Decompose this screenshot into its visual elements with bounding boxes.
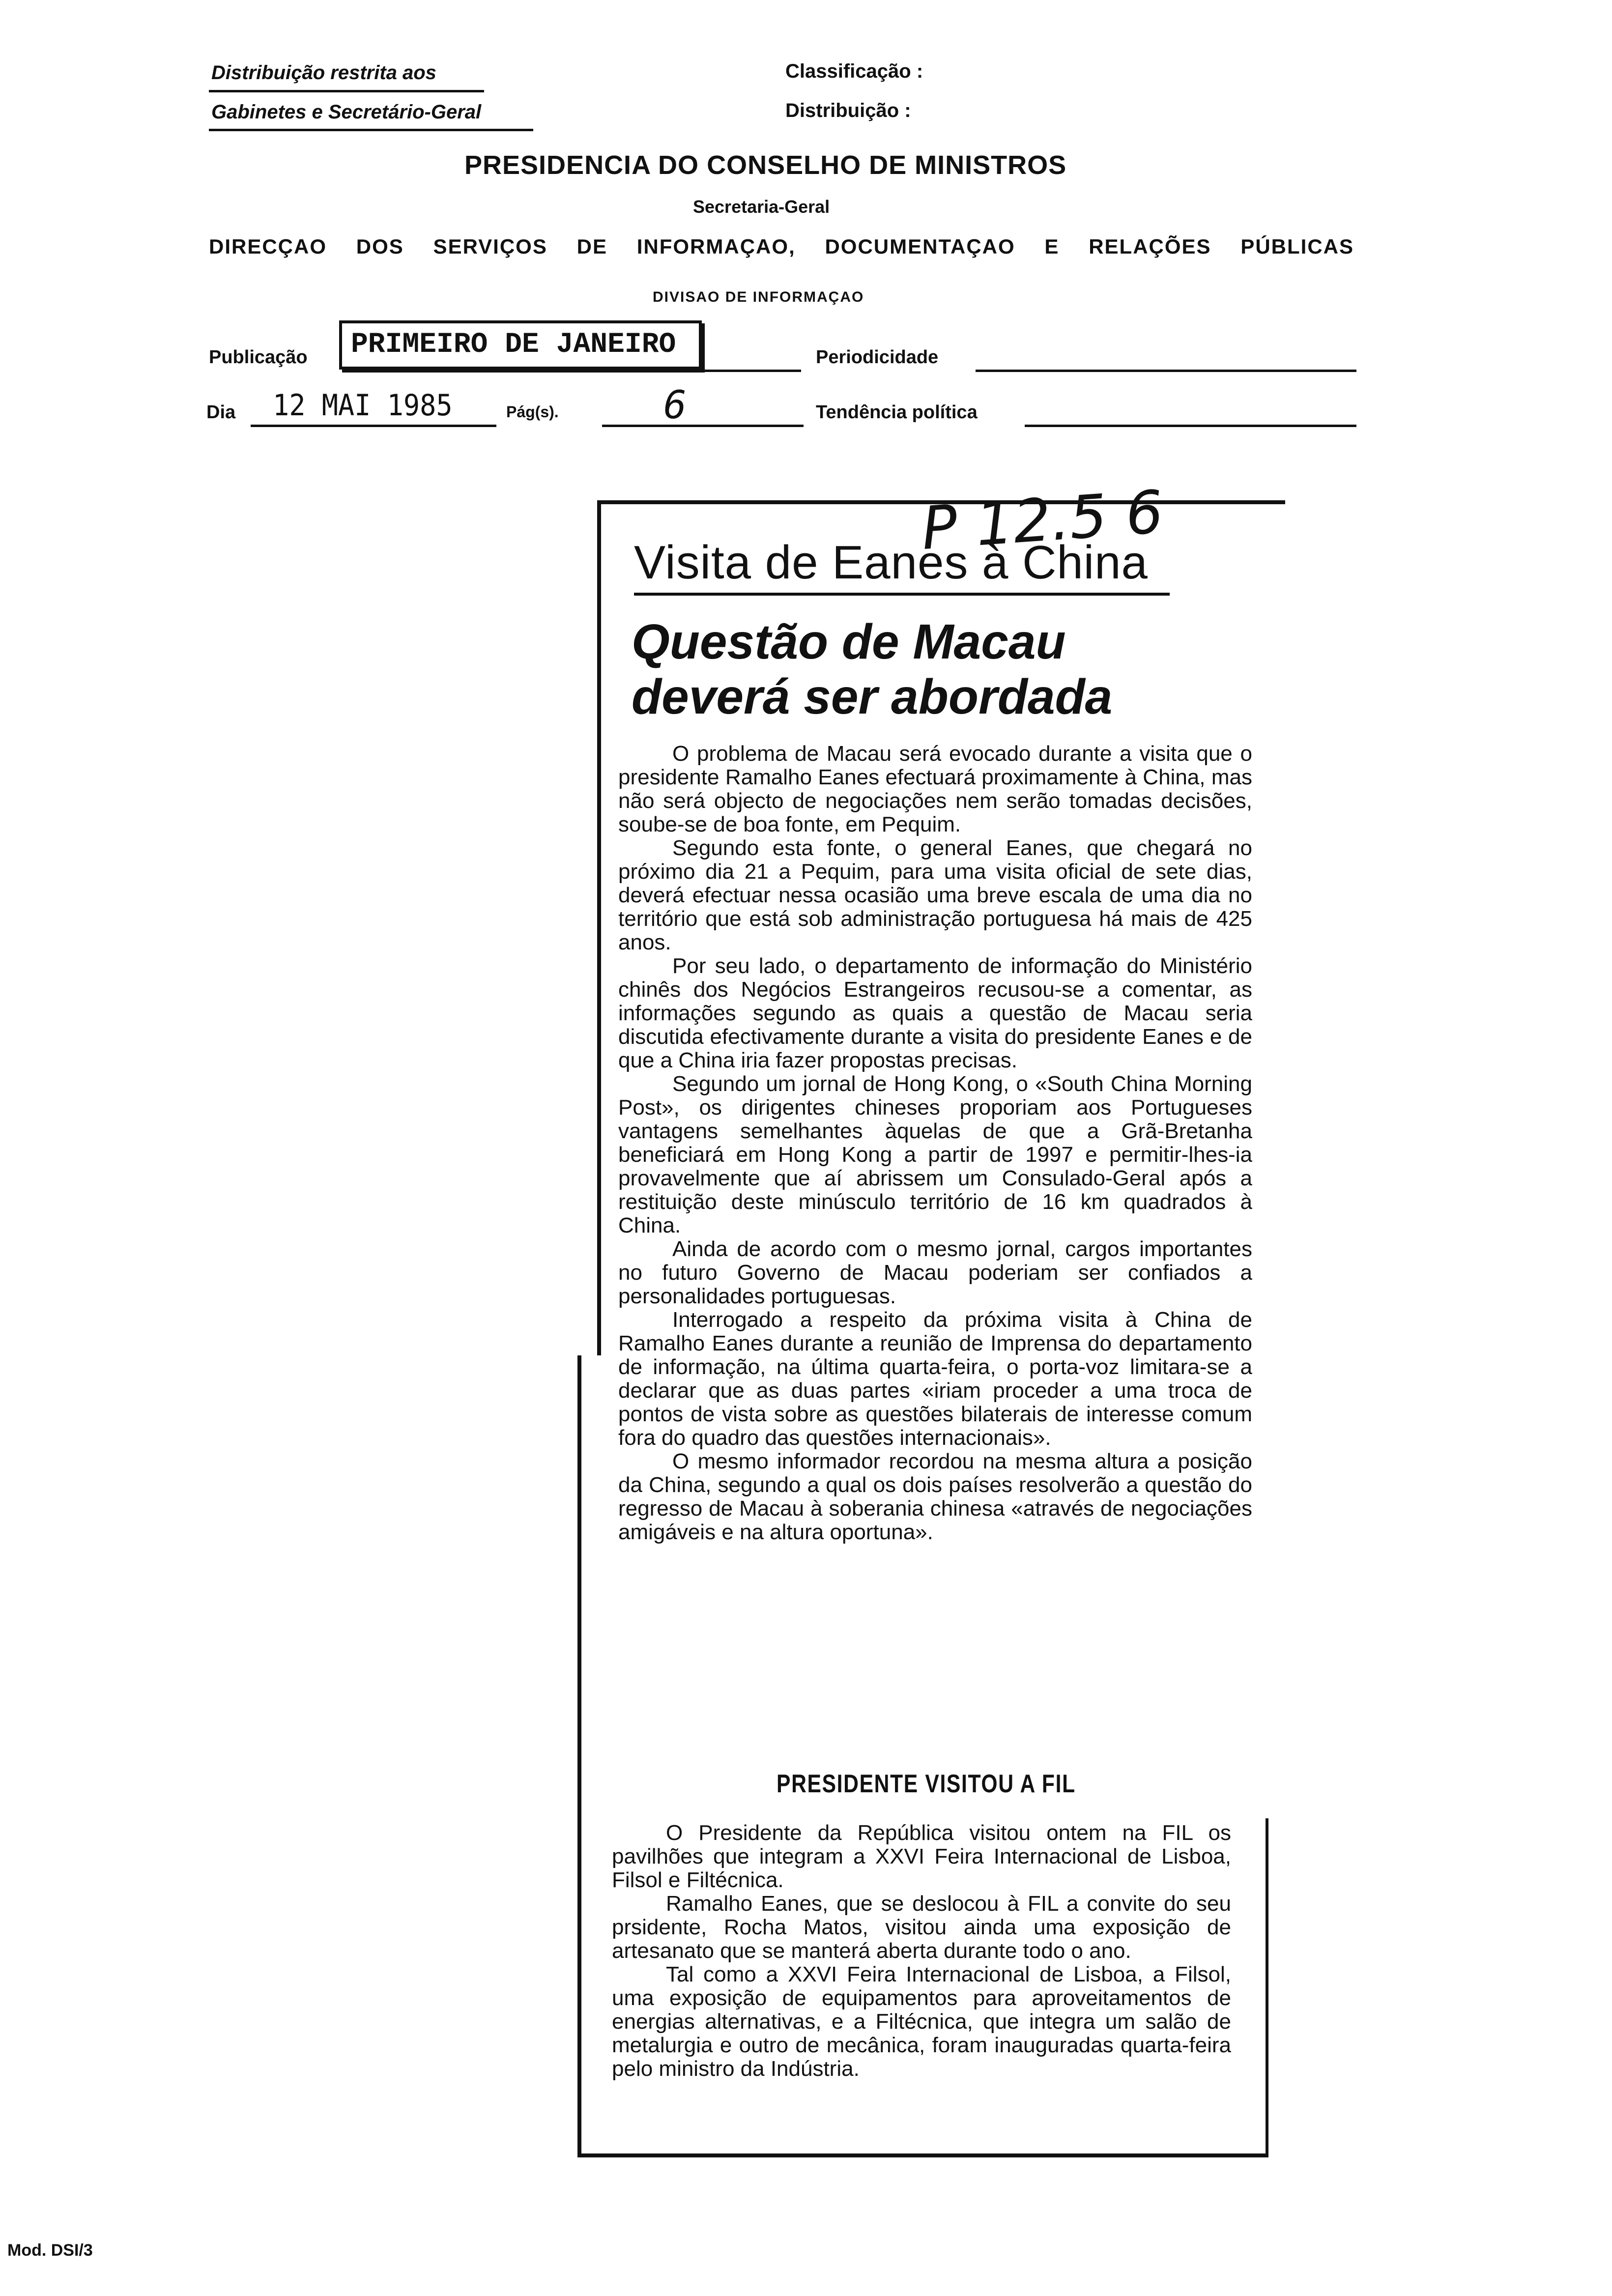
- directorate-title: DIRECÇAO DOS SERVIÇOS DE INFORMAÇAO, DOCUMENTAÇAO E RELAÇÕES PÚBLICAS: [209, 235, 1354, 258]
- distribution-label: Distribuição :: [785, 100, 911, 121]
- article-paragraph: Segundo esta fonte, o general Eanes, que chegará no próximo dia 21 a Pequim, para uma visita oficial de sete dias, deverá efectuar nessa ocasião uma breve escala de uma dia no território que está sob administração portuguesa há mais de 425 anos.: [618, 836, 1252, 954]
- distribution-restricted-line1: Distribuição restrita aos: [211, 62, 436, 84]
- institution-title: PRESIDENCIA DO CONSELHO DE MINISTROS: [464, 150, 1067, 180]
- clipping-left-border: [597, 500, 601, 1355]
- pages-value: 6: [663, 383, 687, 428]
- publication-underline: [698, 370, 801, 372]
- clipping-bottom-border: [577, 2153, 1268, 2157]
- form-model-code: Mod. DSI/3: [7, 2241, 93, 2260]
- article-paragraph: O problema de Macau será evocado durante a visita que o presidente Ramalho Eanes efectuará proximamente à China, mas não será objecto de negociações nem serão tomadas decisões, soube-se de boa fonte, em Pequim.: [618, 742, 1252, 836]
- day-value: 12 MAI 1985: [273, 388, 453, 423]
- article-paragraph: Segundo um jornal de Hong Kong, o «South China Morning Post», os dirigentes chineses proporiam aos Portugueses vantagens semelhantes àquelas de que a Grã-Bretanha beneficiará em Hong Kong a partir de 1997 e permitir-lhes-ia provavelmente que aí abrissem um Consulado-Geral após a restituição deste minúsculo território de 16 km quadrados à China.: [618, 1072, 1252, 1237]
- publication-label: Publicação: [209, 347, 308, 368]
- day-label: Dia: [206, 402, 236, 423]
- section-body: [612, 1821, 1231, 2081]
- kicker-rule: [634, 593, 1170, 596]
- tendency-underline: [1025, 425, 1356, 427]
- periodicity-label: Periodicidade: [816, 347, 939, 368]
- article-paragraph: O mesmo informador recordou na mesma altura a posição da China, segundo a qual os dois países resolverão a questão do regresso de Macau à soberania chinesa «através de negociações amigáveis e na altura oportuna».: [618, 1449, 1252, 1544]
- publication-stamp: PRIMEIRO DE JANEIRO: [339, 320, 702, 370]
- pages-label: Pág(s).: [506, 403, 559, 421]
- classification-label: Classificação :: [785, 60, 923, 82]
- division-title: DIVISAO DE INFORMAÇAO: [653, 289, 864, 305]
- divider: [209, 90, 484, 92]
- section-paragraph: Ramalho Eanes, que se deslocou à FIL a convite do seu prsidente, Rocha Matos, visitou ainda uma exposição de artesanato que se manterá aberta durante todo o ano.: [612, 1892, 1231, 1963]
- article-paragraph: Ainda de acordo com o mesmo jornal, cargos importantes no futuro Governo de Macau poderiam ser confiados a personalidades portuguesas.: [618, 1237, 1252, 1308]
- clipping-left-border-lower: [577, 1355, 581, 2156]
- clipping-right-border: [1266, 1818, 1268, 2157]
- pages-underline: [602, 425, 804, 427]
- article-kicker: Visita de Eanes à China: [634, 536, 1148, 589]
- periodicity-underline: [976, 370, 1356, 372]
- article-paragraph: Interrogado a respeito da próxima visita à China de Ramalho Eanes durante a reunião de Imprensa do departamento de informação, na última quarta-feira, o porta-voz limitara-se a declarar que as duas partes «iriam proceder a uma troca de pontos de vista sobre as questões bilaterais de interesse comum fora do quadro das questões internacionais».: [618, 1308, 1252, 1450]
- headline-line2: deverá ser abordada: [632, 669, 1113, 724]
- distribution-restricted-line2: Gabinetes e Secretário-Geral: [211, 101, 482, 123]
- article-paragraph: Por seu lado, o departamento de informação do Ministério chinês dos Negócios Estrangeiros recusou-se a comentar, as informações segundo as quais a questão de Macau seria discutida efectivamente durante a visita do presidente Eanes e de que a China iria fazer propostas precisas.: [618, 954, 1252, 1072]
- section-heading: PRESIDENTE VISITOU A FIL: [777, 1770, 1076, 1798]
- divider: [209, 129, 533, 131]
- headline-line1: Questão de Macau: [632, 614, 1066, 669]
- section-paragraph: O Presidente da República visitou ontem na FIL os pavilhões que integram a XXVI Feira Internacional de Lisboa, Filsol e Filtécnica.: [612, 1821, 1231, 1892]
- secretariat-subtitle: Secretaria-Geral: [693, 197, 830, 217]
- day-underline: [251, 425, 496, 427]
- tendency-label: Tendência política: [816, 402, 978, 423]
- article-body: [618, 742, 1252, 1544]
- section-paragraph: Tal como a XXVI Feira Internacional de Lisboa, a Filsol, uma exposição de equipamentos para aproveitamentos de energias alternativas, e a Filtécnica, que integra um salão de metalurgia e outro de mecânica, foram inauguradas quarta-feira pelo ministro da Indústria.: [612, 1962, 1231, 2081]
- handwritten-annotation: P 12.5 6: [919, 478, 1166, 563]
